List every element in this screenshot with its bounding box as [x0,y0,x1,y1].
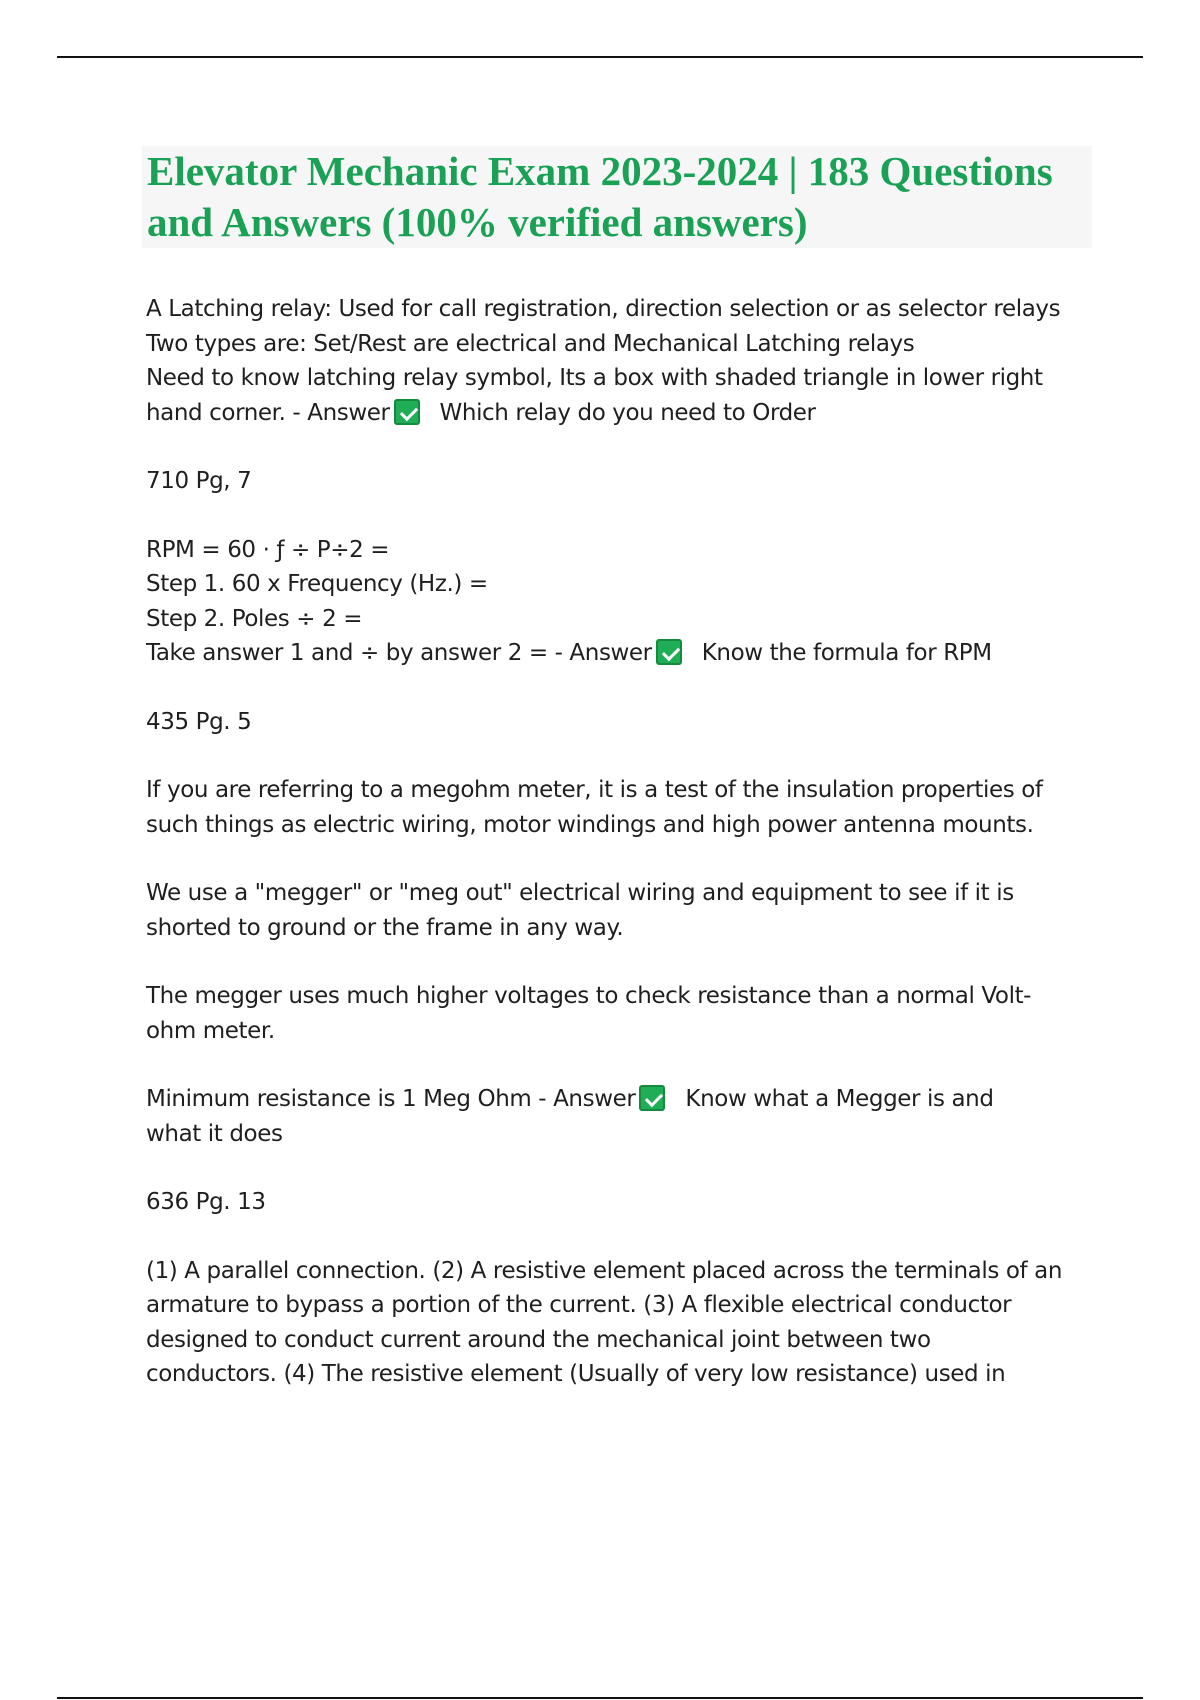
line-text: We use a "megger" or "meg out" electrical wiring and equipment to see if it is [146,880,1014,906]
text-line [146,361,1106,396]
line-text: Step 1. 60 x Frequency (Hz.) = [146,571,488,597]
line-text: designed to conduct current around the mechanical joint between two [146,1326,931,1353]
question-text: Know what a Megger is and [685,1086,994,1112]
line-text: Minimum resistance is 1 Meg Ohm - Answer [146,1086,636,1112]
line-text: Step 2. Poles ÷ 2 = [146,605,363,632]
line-text: such things as electric wiring, motor windings and high power antenna mounts. [146,811,1034,838]
text-line [146,1185,1106,1220]
text-line [146,808,1106,843]
line-text: 636 Pg. 13 [146,1189,266,1215]
line-text: ohm meter. [146,1017,275,1044]
line-text: (1) A parallel connection. (2) A resistive element placed across the terminals of an [146,1257,1062,1284]
text-line [146,567,1106,602]
text-line [146,1323,1106,1358]
line-text: hand corner. - Answer [146,399,390,426]
line-text: shorted to ground or the frame in any way. [146,914,624,941]
text-line [146,602,1106,637]
paragraph [146,876,1106,945]
text-line [146,1014,1106,1049]
green-checkmark-icon [656,639,682,665]
line-text: conductors. (4) The resistive element (Usually of very low resistance) used in [146,1361,1006,1387]
paragraph [146,292,1106,430]
text-line [146,773,1106,808]
text-line [146,1357,1106,1392]
line-text: A Latching relay: Used for call registration, direction selection or as selector relays [146,296,1061,322]
green-checkmark-icon [394,399,420,425]
text-line [146,1117,1106,1152]
text-line [146,533,1106,568]
text-line [146,1254,1106,1289]
paragraph [146,533,1106,671]
bottom-rule [57,1697,1143,1699]
document-title: Elevator Mechanic Exam 2023-2024 | 183 Questions and Answers (100% verified answers) [147,148,1053,245]
paragraph [146,1254,1106,1392]
paragraph [146,705,1106,740]
question-text: Which relay do you need to Order [439,399,816,426]
text-line [146,1082,1106,1117]
paragraph [146,1185,1106,1220]
line-text: Two types are: Set/Rest are electrical and Mechanical Latching relays [146,330,915,357]
text-line [146,327,1106,362]
line-text: armature to bypass a portion of the current. (3) A flexible electrical conductor [146,1292,1012,1318]
text-line [146,705,1106,740]
text-line [146,1288,1106,1323]
text-line [146,911,1106,946]
line-text: 435 Pg. 5 [146,708,252,735]
paragraph [146,979,1106,1048]
green-checkmark-icon [639,1085,665,1111]
top-rule [57,56,1143,58]
line-text: what it does [146,1120,283,1147]
text-line [146,396,1106,431]
text-line [146,464,1106,499]
text-line [146,292,1106,327]
text-line [146,979,1106,1014]
paragraph [146,464,1106,499]
line-text: RPM = 60 · ƒ ÷ P÷2 = [146,536,390,563]
line-text: Take answer 1 and ÷ by answer 2 = - Answer [146,640,652,666]
document-body [146,292,1106,1426]
question-text: Know the formula for RPM [701,640,992,666]
paragraph [146,1082,1106,1151]
line-text: The megger uses much higher voltages to check resistance than a normal Volt- [146,983,1032,1009]
text-line [146,876,1106,911]
line-text: Need to know latching relay symbol, Its a box with shaded triangle in lower right [146,365,1043,391]
paragraph [146,773,1106,842]
line-text: If you are referring to a megohm meter, it is a test of the insulation properties of [146,777,1043,803]
text-line [146,636,1106,671]
line-text: 710 Pg, 7 [146,468,252,494]
